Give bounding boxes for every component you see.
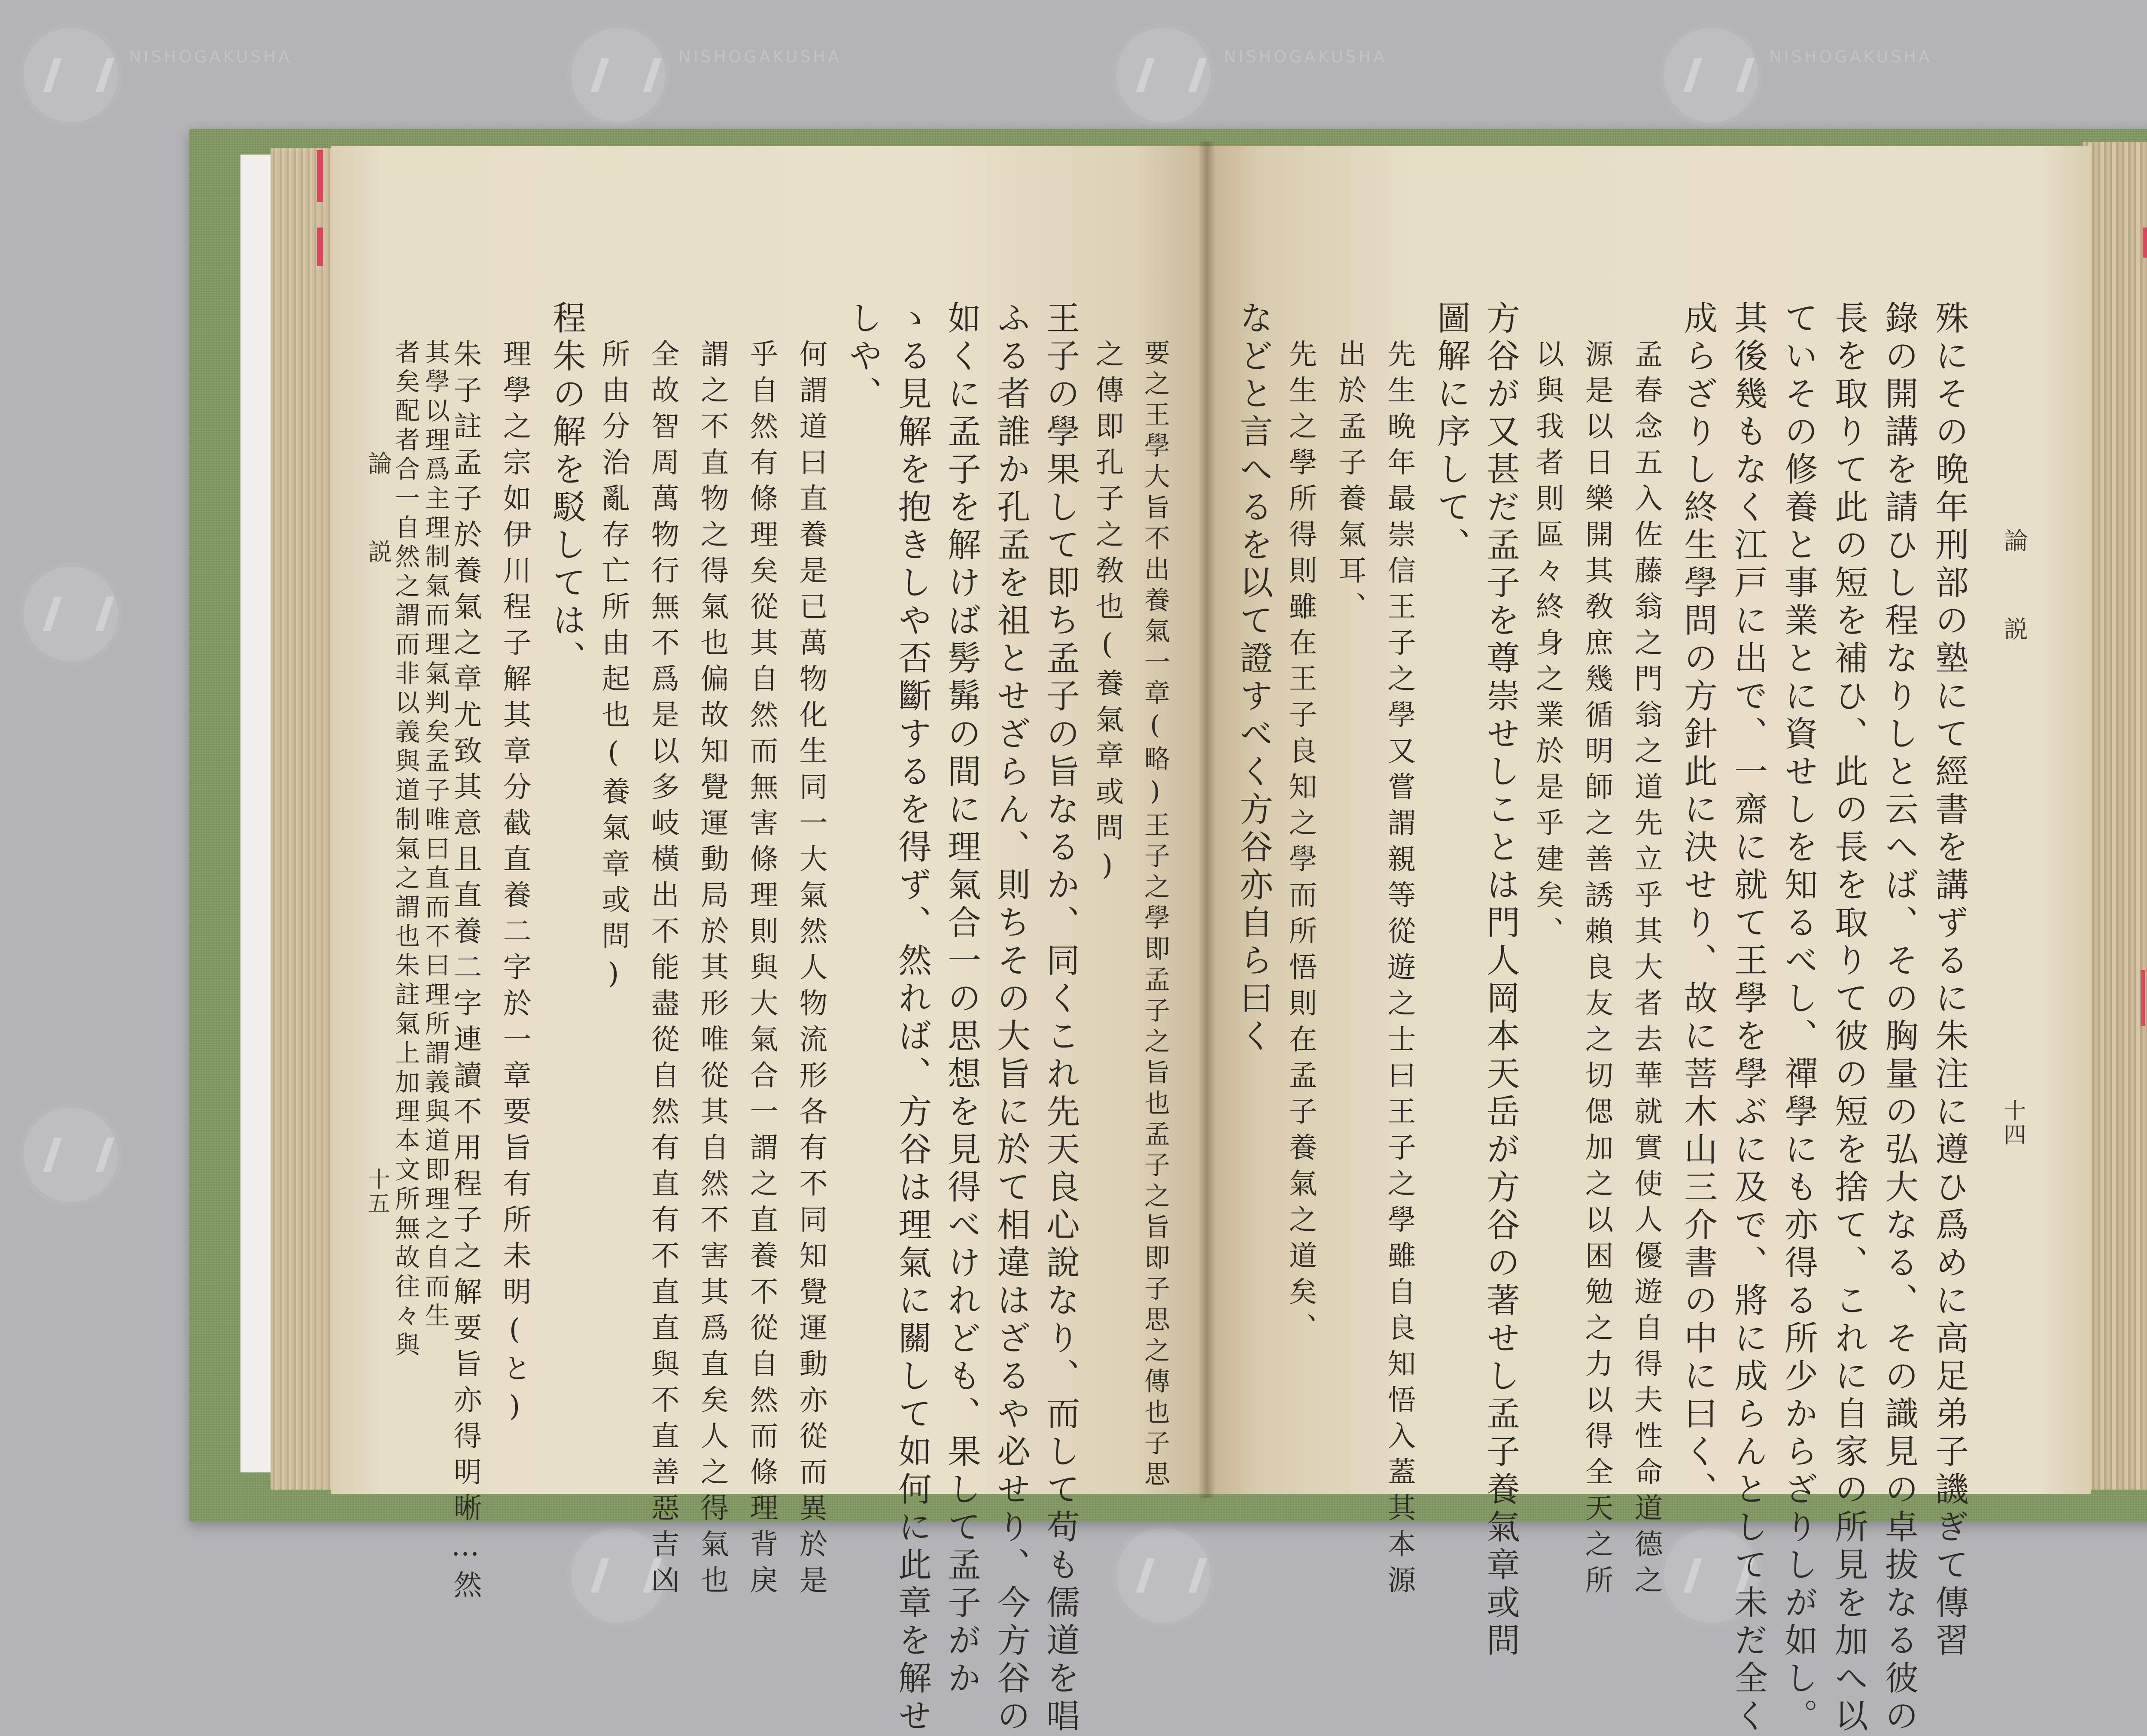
- book-gutter: [1198, 142, 1215, 1498]
- left-page-header: 論説: [364, 451, 392, 628]
- text-line: ふる者誰か孔孟を祖とせざらん、則ちその大旨に於て相違はざるや必せり、今方谷の: [991, 300, 1030, 1736]
- text-line: 其後幾もなく江戸に出で、一齋に就て王學を學ぶに及で、將に成らんとして未だ全く: [1729, 300, 1767, 1736]
- watermark-logo-icon: [1116, 28, 1211, 122]
- watermark-logo-icon: [571, 28, 666, 122]
- text-line: 王子の學果して即ち孟子の旨なるか、同くこれ先天良心說なり、而して苟も儒道を唱: [1041, 300, 1080, 1736]
- right-page-folio: 十四: [2000, 1099, 2025, 1147]
- text-line: しや、: [843, 300, 882, 414]
- quote-line: 先生晩年最崇信王子之學又嘗謂親等從遊之士曰王子之學雖自良知悟入蓋其本源: [1383, 339, 1416, 1601]
- text-line: 殊にその晩年刑部の塾にて經書を講ずるに朱注に遵ひ爲めに高足弟子譏ぎて傳習: [1930, 300, 1968, 1660]
- text-line: 如くに孟子を解けば髣髴の間に理氣合一の思想を見得べけれども、果して孟子がか: [942, 300, 981, 1698]
- quote-line: 其學以理爲主理制氣而理氣判矣孟子唯曰直而不曰理所謂義與道即理之自而生: [421, 339, 450, 1332]
- watermark-text: NISHOGAKUSHA: [678, 47, 842, 66]
- page-marker: [2143, 228, 2147, 258]
- quote-line: 者矣配者合一自然之謂而非以義與道制氣之謂也朱註氣上加理本文所無故往々與: [391, 339, 420, 1361]
- text-line: ていその修養と事業とに資せしを知るべし、禪學にも亦得る所少からざりしが如し。: [1779, 300, 1818, 1736]
- page-marker: [317, 150, 323, 202]
- right-page-header: 論説: [2000, 528, 2028, 705]
- page-marker: [317, 228, 323, 266]
- watermark-text: NISHOGAKUSHA: [1769, 47, 1933, 66]
- quote-line: 源是以日樂開其敎庶幾循明師之善誘賴良友之切偲加之以困勉之力以得全天之所: [1580, 339, 1613, 1601]
- quote-line: 出於孟子養氣耳、: [1333, 339, 1366, 628]
- watermark-logo-icon: [1664, 28, 1758, 122]
- quote-line: 孟春念五入佐藤翁之門翁之道先立乎其大者去華就實使人優遊自得夫性命道德之: [1630, 339, 1663, 1601]
- text-line: 方谷が又甚だ孟子を尊崇せしことは門人岡本天岳が方谷の著せし孟子養氣章或問: [1481, 300, 1520, 1660]
- quote-line: 朱子註孟子於養氣之章尤致其意且直養二字連讀不用程子之解要旨亦得明晰…然: [449, 339, 482, 1606]
- text-line: ゝる見解を抱きしや否斷するを得ず、然れば、方谷は理氣に關して如何に此章を解せ: [893, 300, 931, 1736]
- text-line: 錄の開講を請ひし程なりしと云へば、その胸量の弘大なる、その識見の卓拔なる彼の: [1879, 300, 1918, 1736]
- text-line: 程朱の解を駁しては、: [547, 300, 586, 678]
- watermark-logo-icon: [1116, 1528, 1211, 1623]
- quote-line: 之傳即孔子之敎也(養氣章或問): [1091, 339, 1124, 889]
- quote-line: 先生之學所得則雖在王子良知之學而所悟則在孟子養氣之道矣、: [1284, 339, 1317, 1349]
- text-line: などと言へるを以て證すべく方谷亦自ら曰く: [1234, 300, 1273, 1056]
- quote-line: 要之王學大旨不出養氣一章(略)王子之學即孟子之旨也孟子之旨即子思之傳也子思: [1140, 339, 1170, 1491]
- left-page-folio: 十五: [364, 1168, 389, 1216]
- text-line: 圖解に序して、: [1432, 300, 1470, 565]
- quote-line: 乎自然有條理矣從其自然而無害條理則與大氣合一謂之直養不從自然而條理背戾: [745, 339, 778, 1601]
- quote-line: 以與我者則區々終身之業於是乎建矣、: [1531, 339, 1564, 952]
- watermark-logo-icon: [24, 28, 118, 122]
- text-line: 長を取りて此の短を補ひ、此の長を取りて彼の短を捨て、これに自家の所見を加へ以: [1829, 300, 1868, 1736]
- quote-line: 全故智周萬物行無不爲是以多岐橫出不能盡從自然有直有不直直與不直善惡吉凶: [646, 339, 679, 1601]
- quote-line: 謂之不直物之得氣也偏故知覺運動局於其形唯從其自然不害其爲直矣人之得氣也: [696, 339, 729, 1601]
- text-line: 成らざりし終生學問の方針此に決せり、故に菩木山三介書の中に曰く、: [1679, 300, 1717, 1509]
- quote-line: 所由分治亂存亡所由起也(養氣章或問): [597, 339, 630, 998]
- watermark-logo-icon: [24, 1108, 118, 1202]
- page-stack-right: [2083, 142, 2147, 1490]
- quote-line: 理學之宗如伊川程子解其章分截直養二字於一章要旨有所未明(と): [498, 339, 531, 1430]
- quote-line: 何謂道曰直養是已萬物化生同一大氣然人物流形各有不同知覺運動亦從而異於是: [794, 339, 827, 1601]
- watermark-logo-icon: [24, 567, 118, 661]
- page-marker: [2141, 970, 2145, 1026]
- watermark-text: NISHOGAKUSHA: [1224, 47, 1387, 66]
- watermark-text: NISHOGAKUSHA: [129, 47, 292, 66]
